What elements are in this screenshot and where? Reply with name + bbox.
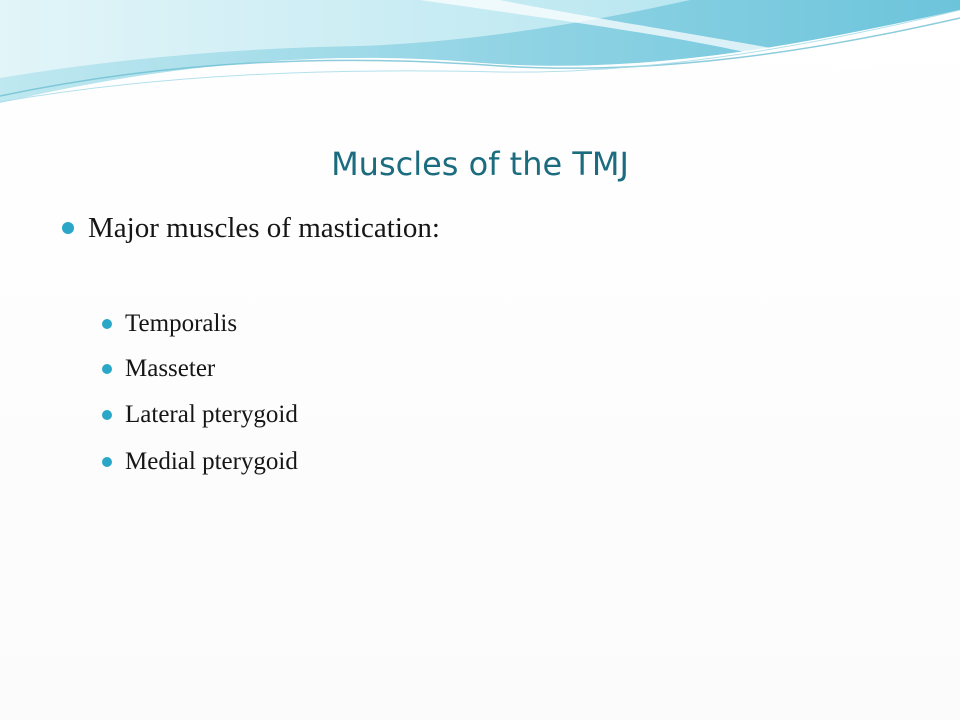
bullet-dot-icon [102,364,112,374]
header-wave-decoration [0,0,960,120]
bullet-dot-icon [102,319,112,329]
bullet-dot-icon [102,410,112,420]
sub-bullet-text: Medial pterygoid [125,448,298,475]
sub-bullet-text: Lateral pterygoid [125,401,298,428]
sub-bullet-item [102,398,298,432]
slide-title: Muscles of the TMJ [331,145,629,183]
main-bullet-item [62,208,440,248]
sub-bullet-text: Masseter [125,355,216,382]
main-bullet-text: Major muscles of mastication: [88,212,440,244]
bullet-dot-icon [62,222,74,234]
sub-bullet-text: Temporalis [125,310,238,337]
sub-bullet-item [102,445,298,479]
bullet-dot-icon [102,457,112,467]
sub-bullet-item [102,352,215,386]
sub-bullet-item [102,307,237,341]
